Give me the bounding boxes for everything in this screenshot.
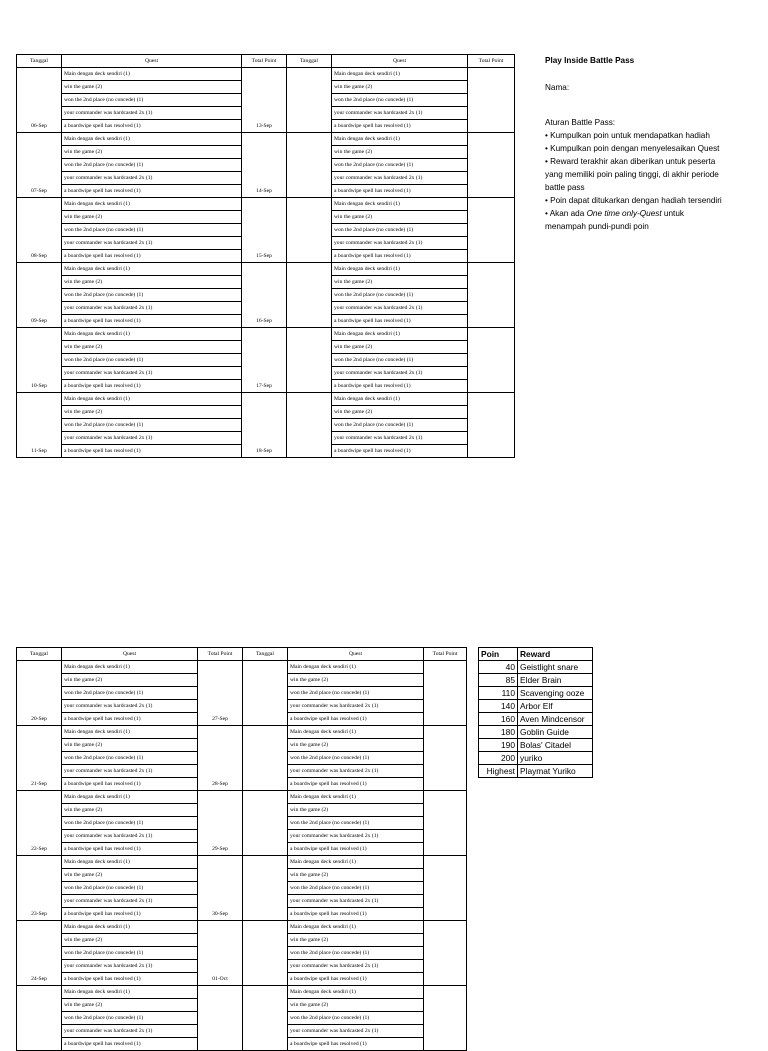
reward-points: 200 xyxy=(479,752,518,765)
quest-cell: won the 2nd place (no concede) (1) xyxy=(62,419,242,432)
quest-cell: win the game (2) xyxy=(62,276,242,289)
reward-points: 140 xyxy=(479,700,518,713)
quest-cell: Main dengan deck sendiri (1) xyxy=(332,393,468,406)
header-reward: Reward xyxy=(518,648,593,661)
quest-cell: win the game (2) xyxy=(332,276,468,289)
quest-cell: a boardwipe spell has resolved (1) xyxy=(332,315,468,328)
quest-cell: Main dengan deck sendiri (1) xyxy=(332,133,468,146)
quest-cell: win the game (2) xyxy=(288,934,424,947)
date-cell xyxy=(287,328,332,393)
quest-cell: a boardwipe spell has resolved (1) xyxy=(62,185,242,198)
date-cell: 06-Sep xyxy=(17,68,62,133)
quest-cell: win the game (2) xyxy=(332,81,468,94)
rule-item: • Kumpulkan poin untuk mendapatkan hadiah xyxy=(545,131,710,140)
quest-cell: won the 2nd place (no concede) (1) xyxy=(332,289,468,302)
quest-cell: won the 2nd place (no concede) (1) xyxy=(62,1012,198,1025)
reward-row xyxy=(479,765,593,778)
quest-cell: a boardwipe spell has resolved (1) xyxy=(62,380,242,393)
header-total: Total Point xyxy=(424,648,467,661)
quest-cell: won the 2nd place (no concede) (1) xyxy=(288,1012,424,1025)
quest-cell: your commander was hardcasted 2x (1) xyxy=(62,302,242,315)
quest-cell: Main dengan deck sendiri (1) xyxy=(332,68,468,81)
header-total: Total Point xyxy=(198,648,243,661)
quest-cell: win the game (2) xyxy=(62,211,242,224)
total-point-cell xyxy=(468,133,515,198)
total-point-cell xyxy=(424,856,467,921)
reward-table xyxy=(478,647,593,778)
date-cell: 24-Sep xyxy=(17,921,62,986)
header-quest: Quest xyxy=(288,648,424,661)
total-point-cell xyxy=(198,986,243,1051)
quest-table-2 xyxy=(16,647,467,1051)
date-cell: 21-Sep xyxy=(17,726,62,791)
reward-points: 40 xyxy=(479,661,518,674)
date-cell: 20-Sep xyxy=(17,661,62,726)
date-cell: 08-Sep xyxy=(17,198,62,263)
rules-header: Aturan Battle Pass: xyxy=(545,118,616,127)
quest-cell: won the 2nd place (no concede) (1) xyxy=(288,882,424,895)
quest-cell: Main dengan deck sendiri (1) xyxy=(332,198,468,211)
table-row xyxy=(17,198,515,211)
total-point-cell xyxy=(424,921,467,986)
rule-item: • Poin dapat ditukarkan dengan hadiah tersendiri xyxy=(545,196,722,205)
reward-name: Scavenging ooze xyxy=(518,687,593,700)
date-cell xyxy=(243,921,288,986)
quest-cell: a boardwipe spell has resolved (1) xyxy=(62,250,242,263)
header-points: Poin xyxy=(479,648,518,661)
date-cell: 22-Sep xyxy=(17,791,62,856)
header-date: Tanggal xyxy=(17,648,62,661)
quest-cell: win the game (2) xyxy=(288,674,424,687)
quest-cell: your commander was hardcasted 2x (1) xyxy=(288,960,424,973)
reward-table-body xyxy=(479,661,593,778)
reward-name: yuriko xyxy=(518,752,593,765)
quest-cell: Main dengan deck sendiri (1) xyxy=(288,791,424,804)
reward-name: Elder Brain xyxy=(518,674,593,687)
total-point-cell xyxy=(468,263,515,328)
quest-cell: won the 2nd place (no concede) (1) xyxy=(332,224,468,237)
quest-cell: won the 2nd place (no concede) (1) xyxy=(62,752,198,765)
quest-cell: your commander was hardcasted 2x (1) xyxy=(332,367,468,380)
quest-cell: win the game (2) xyxy=(62,81,242,94)
total-point-cell: 16-Sep xyxy=(242,263,287,328)
quest-cell: win the game (2) xyxy=(332,146,468,159)
quest-cell: won the 2nd place (no concede) (1) xyxy=(62,224,242,237)
quest-cell: your commander was hardcasted 2x (1) xyxy=(288,700,424,713)
quest-cell: win the game (2) xyxy=(62,406,242,419)
quest-cell: Main dengan deck sendiri (1) xyxy=(288,726,424,739)
rule-item-post: untuk menampah pundi-pundi poin xyxy=(545,209,684,231)
quest-cell: Main dengan deck sendiri (1) xyxy=(62,328,242,341)
quest-cell: your commander was hardcasted 2x (1) xyxy=(288,830,424,843)
quest-cell: win the game (2) xyxy=(288,739,424,752)
quest-cell: Main dengan deck sendiri (1) xyxy=(62,198,242,211)
quest-cell: your commander was hardcasted 2x (1) xyxy=(332,302,468,315)
name-label: Nama: xyxy=(545,83,570,92)
quest-cell: your commander was hardcasted 2x (1) xyxy=(332,107,468,120)
reward-points: 190 xyxy=(479,739,518,752)
date-cell xyxy=(287,68,332,133)
date-cell: 07-Sep xyxy=(17,133,62,198)
quest-cell: Main dengan deck sendiri (1) xyxy=(62,986,198,999)
header-quest: Quest xyxy=(62,648,198,661)
quest-cell: won the 2nd place (no concede) (1) xyxy=(288,817,424,830)
quest-cell: won the 2nd place (no concede) (1) xyxy=(332,354,468,367)
reward-row xyxy=(479,674,593,687)
quest-cell: a boardwipe spell has resolved (1) xyxy=(62,973,198,986)
quest-cell: win the game (2) xyxy=(62,341,242,354)
quest-cell: Main dengan deck sendiri (1) xyxy=(332,263,468,276)
total-point-cell xyxy=(468,198,515,263)
quest-cell: win the game (2) xyxy=(62,674,198,687)
quest-cell: won the 2nd place (no concede) (1) xyxy=(332,94,468,107)
quest-cell: your commander was hardcasted 2x (1) xyxy=(62,1025,198,1038)
reward-name: Aven Mindcensor xyxy=(518,713,593,726)
quest-cell: win the game (2) xyxy=(62,739,198,752)
quest-cell: won the 2nd place (no concede) (1) xyxy=(62,817,198,830)
total-point-cell xyxy=(424,986,467,1051)
quest-cell: Main dengan deck sendiri (1) xyxy=(62,68,242,81)
reward-name: Arbor Elf xyxy=(518,700,593,713)
quest-cell: a boardwipe spell has resolved (1) xyxy=(62,120,242,133)
quest-cell: won the 2nd place (no concede) (1) xyxy=(288,752,424,765)
date-cell xyxy=(17,986,62,1051)
quest-cell: a boardwipe spell has resolved (1) xyxy=(288,973,424,986)
header-date: Tanggal xyxy=(17,55,62,68)
date-cell xyxy=(243,986,288,1051)
table-row xyxy=(17,921,467,934)
table-row xyxy=(17,68,515,81)
table-row xyxy=(17,986,467,999)
total-point-cell xyxy=(468,393,515,458)
reward-name: Bolas' Citadel xyxy=(518,739,593,752)
quest-cell: won the 2nd place (no concede) (1) xyxy=(62,882,198,895)
quest-cell: a boardwipe spell has resolved (1) xyxy=(62,1038,198,1051)
quest-cell: Main dengan deck sendiri (1) xyxy=(288,986,424,999)
quest-table-body xyxy=(17,68,515,458)
reward-points: 110 xyxy=(479,687,518,700)
quest-cell: a boardwipe spell has resolved (1) xyxy=(62,778,198,791)
table-row xyxy=(17,263,515,276)
date-cell xyxy=(243,791,288,856)
quest-cell: Main dengan deck sendiri (1) xyxy=(288,661,424,674)
header-quest: Quest xyxy=(332,55,468,68)
reward-name: Geistlight snare xyxy=(518,661,593,674)
quest-cell: won the 2nd place (no concede) (1) xyxy=(62,289,242,302)
date-cell: 23-Sep xyxy=(17,856,62,921)
quest-cell: your commander was hardcasted 2x (1) xyxy=(288,895,424,908)
reward-row xyxy=(479,713,593,726)
quest-table-1 xyxy=(16,54,515,458)
table-row xyxy=(17,726,467,739)
total-point-cell: 29-Sep xyxy=(198,791,243,856)
quest-cell: a boardwipe spell has resolved (1) xyxy=(332,380,468,393)
quest-cell: won the 2nd place (no concede) (1) xyxy=(62,687,198,700)
rule-item xyxy=(545,207,725,233)
quest-cell: your commander was hardcasted 2x (1) xyxy=(62,432,242,445)
reward-row xyxy=(479,726,593,739)
quest-cell: won the 2nd place (no concede) (1) xyxy=(62,94,242,107)
date-cell xyxy=(243,856,288,921)
quest-cell: win the game (2) xyxy=(62,999,198,1012)
quest-cell: won the 2nd place (no concede) (1) xyxy=(62,947,198,960)
total-point-cell: 01-Oct xyxy=(198,921,243,986)
quest-cell: a boardwipe spell has resolved (1) xyxy=(62,713,198,726)
quest-cell: win the game (2) xyxy=(288,999,424,1012)
quest-cell: won the 2nd place (no concede) (1) xyxy=(332,159,468,172)
header-total: Total Point xyxy=(242,55,287,68)
header-date: Tanggal xyxy=(243,648,288,661)
quest-cell: won the 2nd place (no concede) (1) xyxy=(288,687,424,700)
quest-cell: a boardwipe spell has resolved (1) xyxy=(288,843,424,856)
quest-cell: a boardwipe spell has resolved (1) xyxy=(62,315,242,328)
date-cell xyxy=(287,263,332,328)
quest-cell: win the game (2) xyxy=(332,211,468,224)
quest-cell: win the game (2) xyxy=(332,341,468,354)
table-row xyxy=(17,133,515,146)
quest-cell: won the 2nd place (no concede) (1) xyxy=(62,354,242,367)
total-point-cell xyxy=(424,661,467,726)
quest-cell: Main dengan deck sendiri (1) xyxy=(62,791,198,804)
quest-cell: Main dengan deck sendiri (1) xyxy=(62,393,242,406)
date-cell xyxy=(287,133,332,198)
date-cell xyxy=(243,726,288,791)
total-point-cell: 18-Sep xyxy=(242,393,287,458)
quest-cell: your commander was hardcasted 2x (1) xyxy=(62,107,242,120)
quest-cell: won the 2nd place (no concede) (1) xyxy=(288,947,424,960)
quest-cell: win the game (2) xyxy=(288,869,424,882)
reward-header-row xyxy=(479,648,593,661)
total-point-cell xyxy=(468,68,515,133)
quest-cell: Main dengan deck sendiri (1) xyxy=(62,921,198,934)
quest-cell: win the game (2) xyxy=(62,804,198,817)
quest-cell: a boardwipe spell has resolved (1) xyxy=(62,445,242,458)
reward-points: 180 xyxy=(479,726,518,739)
quest-cell: your commander was hardcasted 2x (1) xyxy=(332,172,468,185)
total-point-cell: 13-Sep xyxy=(242,68,287,133)
quest-cell: a boardwipe spell has resolved (1) xyxy=(332,185,468,198)
quest-cell: your commander was hardcasted 2x (1) xyxy=(62,960,198,973)
header-total: Total Point xyxy=(468,55,515,68)
quest-cell: won the 2nd place (no concede) (1) xyxy=(62,159,242,172)
quest-cell: your commander was hardcasted 2x (1) xyxy=(288,1025,424,1038)
battle-pass-rules xyxy=(545,54,725,233)
quest-cell: a boardwipe spell has resolved (1) xyxy=(332,445,468,458)
date-cell xyxy=(287,198,332,263)
header-quest: Quest xyxy=(62,55,242,68)
reward-row xyxy=(479,687,593,700)
table-row xyxy=(17,791,467,804)
total-point-cell: 14-Sep xyxy=(242,133,287,198)
table-header-row xyxy=(17,648,467,661)
reward-row xyxy=(479,752,593,765)
quest-cell: a boardwipe spell has resolved (1) xyxy=(288,1038,424,1051)
quest-cell: a boardwipe spell has resolved (1) xyxy=(288,778,424,791)
quest-cell: a boardwipe spell has resolved (1) xyxy=(288,713,424,726)
quest-table-body xyxy=(17,661,467,1051)
date-cell xyxy=(287,393,332,458)
quest-cell: a boardwipe spell has resolved (1) xyxy=(288,908,424,921)
quest-cell: Main dengan deck sendiri (1) xyxy=(62,263,242,276)
total-point-cell xyxy=(468,328,515,393)
rule-item-pre: • Akan ada xyxy=(545,209,587,218)
quest-cell: Main dengan deck sendiri (1) xyxy=(62,133,242,146)
total-point-cell xyxy=(424,791,467,856)
date-cell: 09-Sep xyxy=(17,263,62,328)
reward-points: 160 xyxy=(479,713,518,726)
quest-cell: your commander was hardcasted 2x (1) xyxy=(62,172,242,185)
reward-name: Playmat Yuriko xyxy=(518,765,593,778)
quest-cell: your commander was hardcasted 2x (1) xyxy=(62,765,198,778)
reward-points: Highest xyxy=(479,765,518,778)
quest-cell: your commander was hardcasted 2x (1) xyxy=(62,237,242,250)
total-point-cell: 30-Sep xyxy=(198,856,243,921)
quest-cell: your commander was hardcasted 2x (1) xyxy=(62,895,198,908)
quest-cell: a boardwipe spell has resolved (1) xyxy=(62,908,198,921)
total-point-cell: 17-Sep xyxy=(242,328,287,393)
date-cell: 10-Sep xyxy=(17,328,62,393)
quest-cell: win the game (2) xyxy=(288,804,424,817)
date-cell xyxy=(243,661,288,726)
quest-cell: won the 2nd place (no concede) (1) xyxy=(332,419,468,432)
quest-cell: Main dengan deck sendiri (1) xyxy=(288,921,424,934)
quest-cell: Main dengan deck sendiri (1) xyxy=(62,726,198,739)
quest-cell: a boardwipe spell has resolved (1) xyxy=(62,843,198,856)
rule-item: • Kumpulkan poin dengan menyelesaikan Quest xyxy=(545,144,720,153)
reward-name: Goblin Guide xyxy=(518,726,593,739)
quest-cell: your commander was hardcasted 2x (1) xyxy=(288,765,424,778)
quest-cell: Main dengan deck sendiri (1) xyxy=(332,328,468,341)
rules-title: Play Inside Battle Pass xyxy=(545,56,635,65)
total-point-cell xyxy=(424,726,467,791)
reward-row xyxy=(479,661,593,674)
quest-cell: a boardwipe spell has resolved (1) xyxy=(332,120,468,133)
total-point-cell: 28-Sep xyxy=(198,726,243,791)
quest-cell: a boardwipe spell has resolved (1) xyxy=(332,250,468,263)
table-row xyxy=(17,661,467,674)
quest-cell: win the game (2) xyxy=(62,146,242,159)
quest-cell: win the game (2) xyxy=(332,406,468,419)
total-point-cell: 15-Sep xyxy=(242,198,287,263)
quest-cell: Main dengan deck sendiri (1) xyxy=(62,661,198,674)
reward-points: 85 xyxy=(479,674,518,687)
quest-cell: win the game (2) xyxy=(62,869,198,882)
quest-cell: your commander was hardcasted 2x (1) xyxy=(332,432,468,445)
header-date: Tanggal xyxy=(287,55,332,68)
quest-cell: Main dengan deck sendiri (1) xyxy=(288,856,424,869)
total-point-cell: 27-Sep xyxy=(198,661,243,726)
table-row xyxy=(17,856,467,869)
date-cell: 11-Sep xyxy=(17,393,62,458)
quest-cell: your commander was hardcasted 2x (1) xyxy=(62,830,198,843)
rule-item-emphasis: One time only-Quest xyxy=(586,209,662,218)
table-header-row xyxy=(17,55,515,68)
quest-cell: your commander was hardcasted 2x (1) xyxy=(332,237,468,250)
reward-row xyxy=(479,700,593,713)
quest-cell: win the game (2) xyxy=(62,934,198,947)
quest-cell: your commander was hardcasted 2x (1) xyxy=(62,700,198,713)
reward-row xyxy=(479,739,593,752)
quest-cell: Main dengan deck sendiri (1) xyxy=(62,856,198,869)
table-row xyxy=(17,328,515,341)
rule-item: • Reward terakhir akan diberikan untuk peserta yang memiliki poin paling tinggi, di akhir periode battle pass xyxy=(545,157,719,192)
table-row xyxy=(17,393,515,406)
quest-cell: your commander was hardcasted 2x (1) xyxy=(62,367,242,380)
